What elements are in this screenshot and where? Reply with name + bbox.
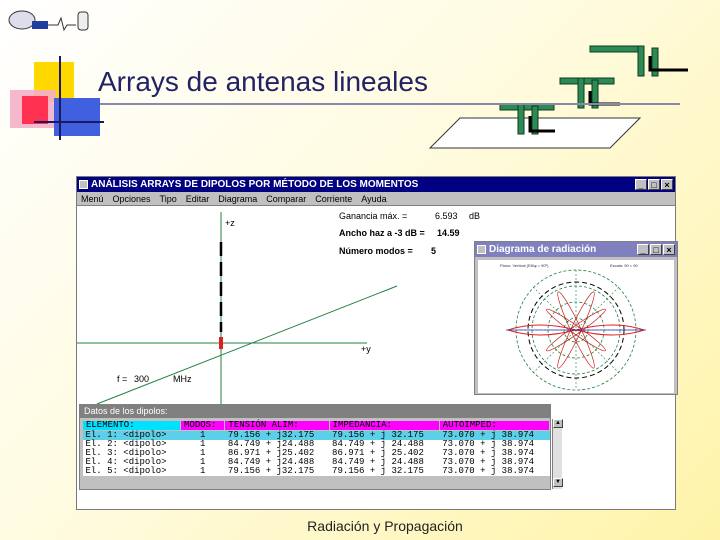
- cell-elemento: El. 1: <dipolo>: [85, 430, 167, 440]
- cell-tension: 86.971 + j25.402: [227, 448, 315, 458]
- header-elemento[interactable]: ELEMENTO:: [83, 421, 181, 431]
- cell-modos: 1: [200, 430, 206, 440]
- app-title: ANÁLISIS ARRAYS DE DIPOLOS POR MÉTODO DE LOS MOMENTOS: [91, 179, 419, 190]
- table-row[interactable]: [83, 467, 550, 476]
- gain-label: Ganancia máx. =: [339, 211, 408, 221]
- menu-opciones[interactable]: Opciones: [112, 194, 151, 204]
- axis-z-label: +z: [225, 218, 235, 228]
- scroll-track[interactable]: [553, 428, 562, 478]
- menu-bar: [77, 192, 675, 206]
- radiation-titlebar[interactable]: [475, 242, 677, 257]
- minimize-button[interactable]: _: [635, 179, 647, 190]
- menu-tipo[interactable]: Tipo: [159, 194, 177, 204]
- gain-unit: dB: [469, 211, 481, 221]
- dipole-data-title: Datos de los dipolos:: [80, 405, 550, 418]
- polar-left-caption: Plano: Vertical (Eθ/φ = 90º): [500, 263, 549, 268]
- university-logo: [6, 8, 90, 34]
- dipole-data-panel: [79, 404, 551, 490]
- modes-label: Número modos =: [339, 246, 413, 256]
- modes-value: 5: [431, 246, 437, 256]
- scroll-up-icon[interactable]: ▲: [553, 419, 563, 428]
- cell-tension: 84.749 + j24.488: [227, 439, 315, 449]
- dipole-table: [82, 420, 550, 476]
- radiation-system-icon[interactable]: [477, 245, 486, 254]
- cell-elemento: El. 3: <dipolo>: [85, 448, 167, 458]
- cell-autoimped: 73.070 + j 38.974: [442, 448, 535, 458]
- app-window: [76, 176, 676, 510]
- cell-impedancia: 84.749 + j 24.488: [332, 439, 424, 449]
- polar-right-caption: Escala: 90 = 90: [610, 263, 638, 268]
- cell-autoimped: 73.070 + j 38.974: [442, 457, 535, 467]
- antenna-array-illustration: [420, 36, 720, 156]
- radiation-title: Diagrama de radiación: [489, 244, 597, 255]
- title-underline: [100, 103, 680, 105]
- menu-menu[interactable]: Menú: [81, 194, 104, 204]
- beamwidth-value: 14.59: [437, 228, 460, 238]
- menu-ayuda[interactable]: Ayuda: [361, 194, 387, 204]
- app-titlebar[interactable]: [77, 177, 675, 192]
- cell-tension: 79.156 + j32.175: [227, 430, 315, 440]
- menu-corriente[interactable]: Corriente: [315, 194, 353, 204]
- freq-label: f =: [117, 374, 128, 384]
- close-button[interactable]: ×: [661, 179, 673, 190]
- radiation-maximize-button[interactable]: □: [650, 244, 662, 255]
- header-autoimped[interactable]: AUTOIMPED:: [439, 421, 549, 431]
- freq-unit: MHz: [173, 374, 192, 384]
- cell-modos: 1: [200, 448, 206, 458]
- system-menu-icon[interactable]: [79, 180, 88, 189]
- cell-tension: 84.749 + j24.488: [227, 457, 315, 467]
- cell-tension: 79.156 + j32.175: [227, 466, 315, 476]
- slide-footer: Radiación y Propagación: [307, 518, 463, 534]
- header-impedancia[interactable]: IMPEDANCIA:: [329, 421, 439, 431]
- radiation-minimize-button[interactable]: _: [637, 244, 649, 255]
- cell-autoimped: 73.070 + j 38.974: [442, 430, 535, 440]
- cell-impedancia: 84.749 + j 24.488: [332, 457, 424, 467]
- beamwidth-label: Ancho haz a -3 dB =: [339, 228, 425, 238]
- slide-title: Arrays de antenas lineales: [98, 66, 428, 97]
- header-modos[interactable]: MODOS:: [181, 421, 225, 431]
- radiation-pattern-window: [474, 241, 678, 395]
- cell-elemento: El. 5: <dipolo>: [85, 466, 167, 476]
- cell-autoimped: 73.070 + j 38.974: [442, 439, 535, 449]
- freq-value: 300: [134, 374, 150, 384]
- cell-elemento: El. 4: <dipolo>: [85, 457, 167, 467]
- cell-modos: 1: [200, 457, 206, 467]
- axis-y-label: +y: [361, 344, 371, 354]
- cell-modos: 1: [200, 466, 206, 476]
- cell-autoimped: 73.070 + j 38.974: [442, 466, 535, 476]
- gain-value: 6.593: [435, 211, 458, 221]
- radiation-close-button[interactable]: ×: [663, 244, 675, 255]
- menu-diagrama[interactable]: Diagrama: [218, 194, 258, 204]
- cell-elemento: El. 2: <dipolo>: [85, 439, 167, 449]
- table-scrollbar[interactable]: [552, 419, 562, 489]
- maximize-button[interactable]: □: [648, 179, 660, 190]
- header-tension[interactable]: TENSIÓN ALIM:: [225, 421, 329, 431]
- cell-impedancia: 79.156 + j 32.175: [332, 430, 424, 440]
- scroll-down-icon[interactable]: ▼: [553, 478, 563, 487]
- menu-editar[interactable]: Editar: [185, 194, 210, 204]
- cell-modos: 1: [200, 439, 206, 449]
- cell-impedancia: 86.971 + j 25.402: [332, 448, 424, 458]
- menu-comparar[interactable]: Comparar: [266, 194, 307, 204]
- polar-pattern-plot[interactable]: [478, 260, 674, 393]
- decorative-squares: [8, 56, 108, 140]
- cell-impedancia: 79.156 + j 32.175: [332, 466, 424, 476]
